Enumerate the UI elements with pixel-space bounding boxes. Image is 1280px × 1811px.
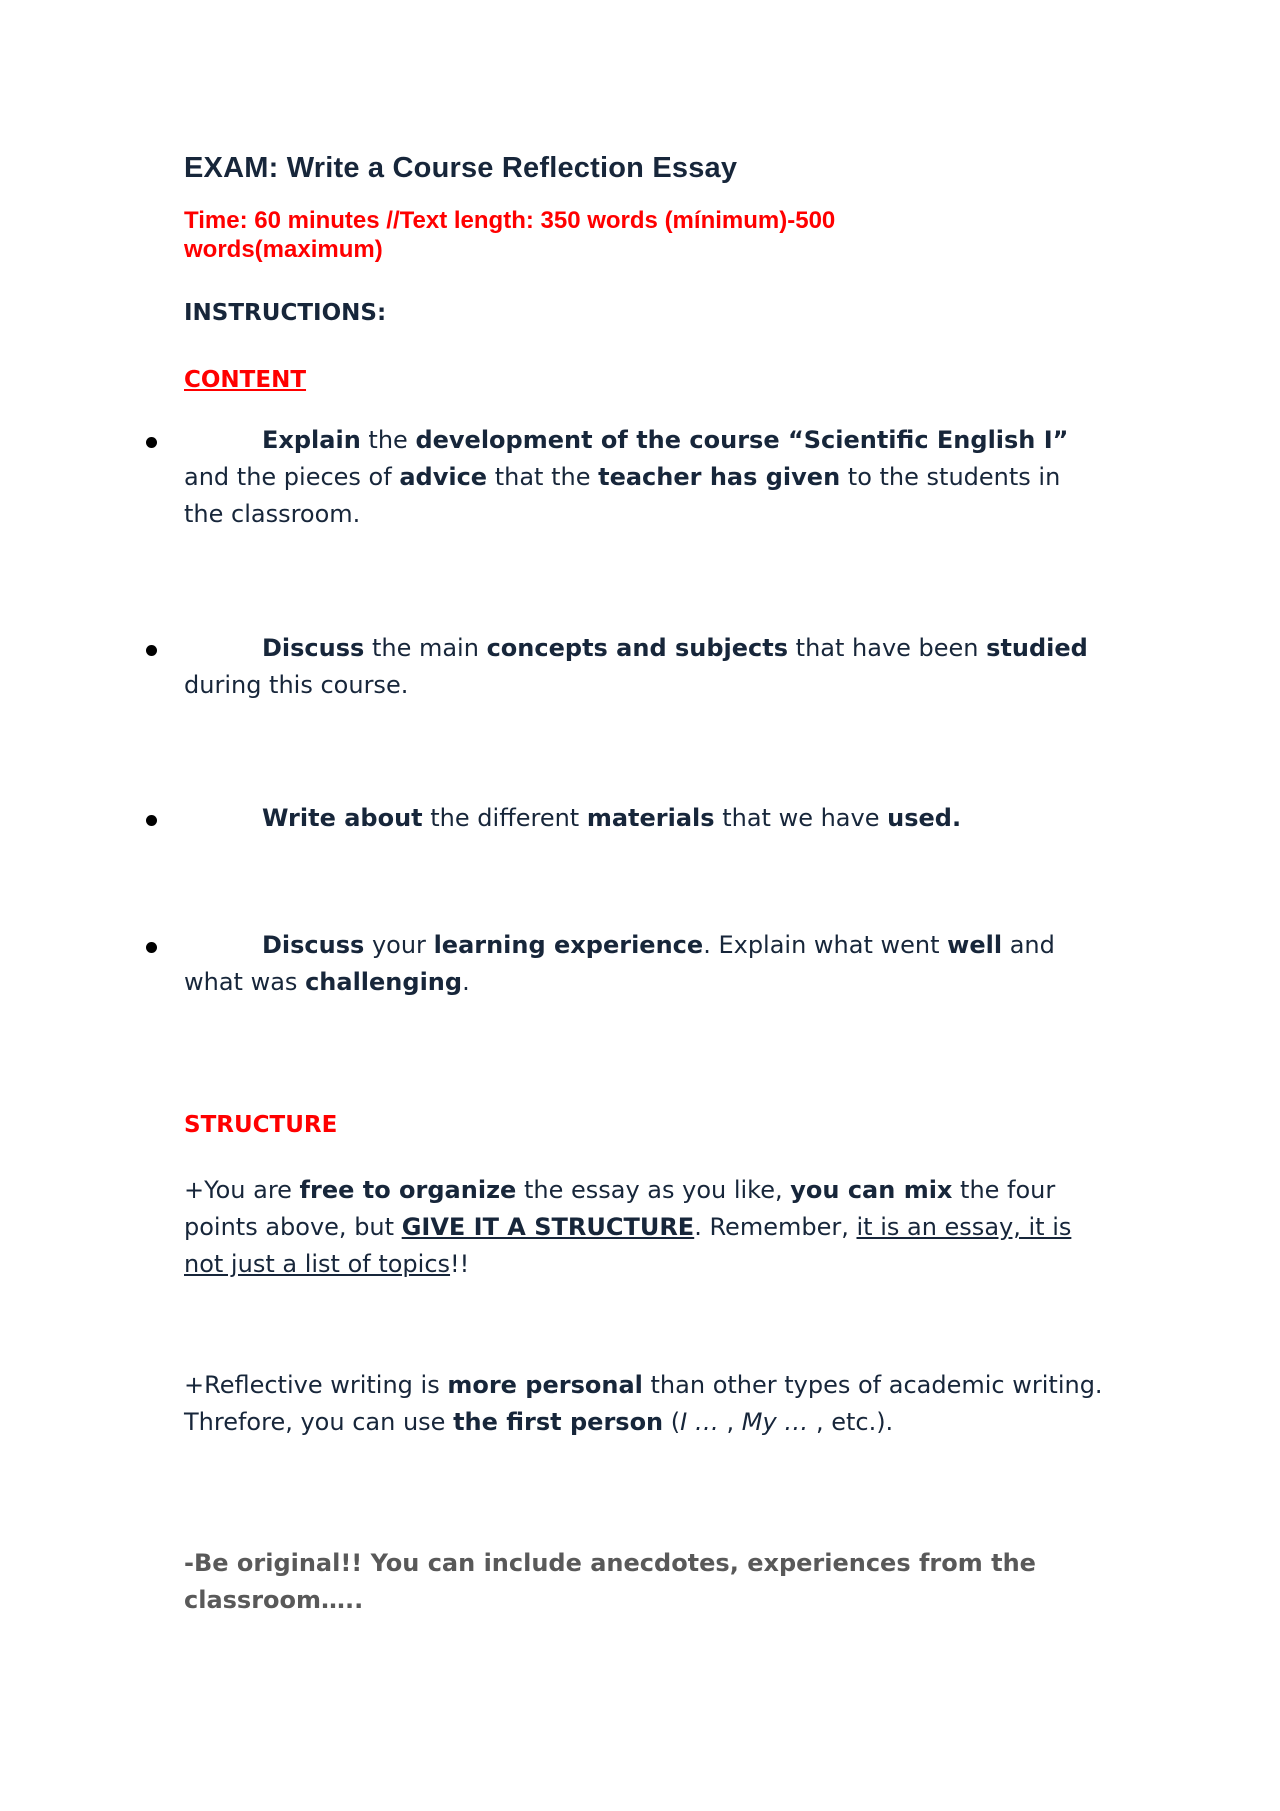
bullet-icon: [146, 942, 157, 953]
time-and-length-line: Time: 60 minutes //Text length: 350 words (mínimum)-500 words(maximum): [184, 207, 836, 263]
bullet-icon: [146, 815, 157, 826]
bullet-item-materials: Write about the different materials that we have used.: [262, 804, 962, 832]
bullet-icon: [146, 645, 157, 656]
bullet-item-concepts: Discuss the main concepts and subjects that have been studied during this course.: [184, 634, 1088, 699]
bullet-item-explain: Explain the development of the course “Scientific English I” and the pieces of advice that the teacher has given to the students in the classroom.: [184, 426, 1069, 528]
content-heading: CONTENT: [184, 367, 307, 393]
instructions-label: INSTRUCTIONS:: [184, 300, 387, 326]
structure-paragraph-organize: +You are free to organize the essay as you like, you can mix the four points above, but GIVE IT A STRUCTURE. Remember, it is an essay, it is not just a list of topics!!: [184, 1176, 1072, 1278]
bullet-item-experience: Discuss your learning experience. Explain what went well and what was challenging.: [184, 931, 1055, 996]
structure-paragraph-reflective: +Reflective writing is more personal than other types of academic writing. Threfore, you can use the first person (I … , My … , etc.).: [184, 1371, 1103, 1436]
exam-title: EXAM: Write a Course Reflection Essay: [184, 152, 738, 184]
structure-heading: STRUCTURE: [184, 1112, 338, 1138]
closing-paragraph: -Be original!! You can include anecdotes, experiences from the classroom…..: [184, 1549, 1036, 1614]
bullet-icon: [146, 437, 157, 448]
